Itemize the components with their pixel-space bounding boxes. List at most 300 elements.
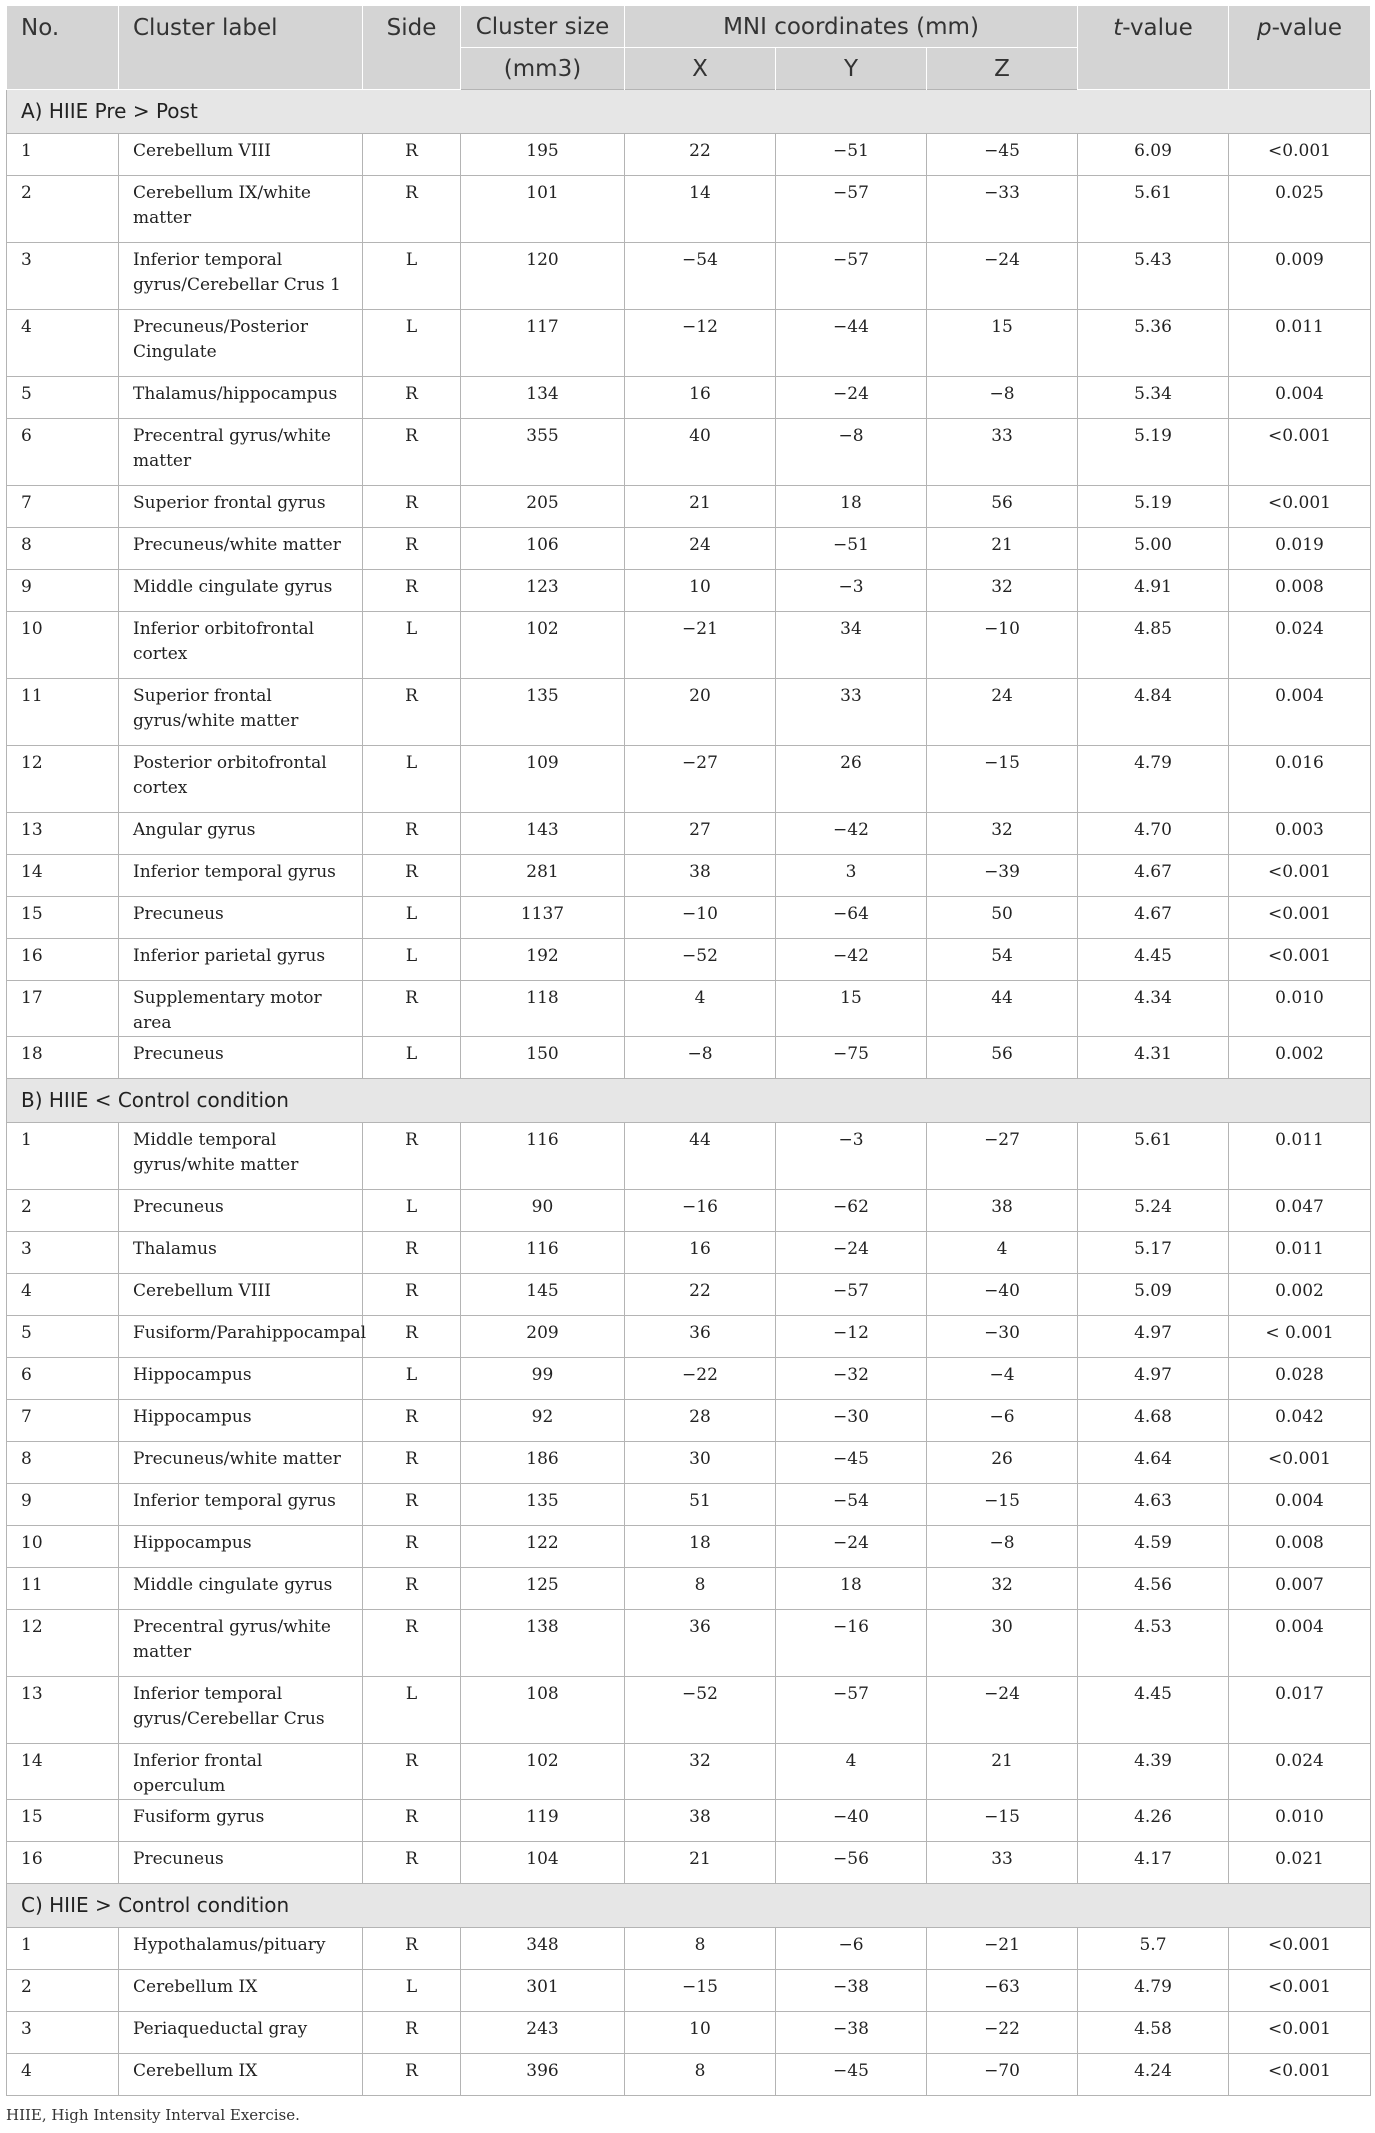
table-row xyxy=(7,2012,1371,2054)
cell-size: 122 xyxy=(461,1526,625,1568)
cell-t: 4.45 xyxy=(1078,1677,1229,1744)
cell-z: −70 xyxy=(927,2054,1078,2096)
cell-p: <0.001 xyxy=(1229,2012,1371,2054)
header-p-value xyxy=(1229,6,1371,90)
cell-t: 4.26 xyxy=(1078,1800,1229,1842)
section-title: C) HIIE > Control condition xyxy=(7,1884,1371,1928)
cell-p: 0.019 xyxy=(1229,528,1371,570)
cell-p: 0.042 xyxy=(1229,1400,1371,1442)
cell-y: 3 xyxy=(776,855,927,897)
header-cluster-label: Cluster label xyxy=(119,6,363,90)
table-row xyxy=(7,1232,1371,1274)
cell-y: −64 xyxy=(776,897,927,939)
cell-x: 36 xyxy=(625,1610,776,1677)
table-row xyxy=(7,176,1371,243)
cell-side: L xyxy=(363,1677,461,1744)
table-body xyxy=(7,90,1371,2096)
cell-t: 4.39 xyxy=(1078,1744,1229,1800)
cell-z: 32 xyxy=(927,570,1078,612)
cell-y: 18 xyxy=(776,1568,927,1610)
cell-size: 123 xyxy=(461,570,625,612)
cell-t: 4.85 xyxy=(1078,612,1229,679)
table-row xyxy=(7,813,1371,855)
table-row xyxy=(7,1400,1371,1442)
header-t-rest: -value xyxy=(1122,15,1193,41)
cell-p: 0.010 xyxy=(1229,981,1371,1037)
table-row xyxy=(7,1190,1371,1232)
table-row xyxy=(7,1358,1371,1400)
cell-label: Hippocampus xyxy=(119,1526,363,1568)
cell-x: 8 xyxy=(625,2054,776,2096)
table-row xyxy=(7,1970,1371,2012)
table-row xyxy=(7,486,1371,528)
cell-side: L xyxy=(363,746,461,813)
cell-no: 12 xyxy=(7,746,119,813)
header-no: No. xyxy=(7,6,119,90)
cell-x: 21 xyxy=(625,486,776,528)
cell-no: 3 xyxy=(7,243,119,310)
cell-side: R xyxy=(363,1442,461,1484)
section-header-row xyxy=(7,90,1371,134)
table-row xyxy=(7,1484,1371,1526)
cell-p: 0.017 xyxy=(1229,1677,1371,1744)
cell-t: 4.31 xyxy=(1078,1037,1229,1079)
header-p-italic: p xyxy=(1256,15,1272,41)
cell-x: −22 xyxy=(625,1358,776,1400)
cell-side: L xyxy=(363,1190,461,1232)
cell-size: 138 xyxy=(461,1610,625,1677)
cell-t: 4.59 xyxy=(1078,1526,1229,1568)
cell-size: 116 xyxy=(461,1232,625,1274)
cell-label: Inferior temporal gyrus/Cerebellar Crus 1 xyxy=(119,243,363,310)
cell-label: Inferior parietal gyrus xyxy=(119,939,363,981)
cell-x: −52 xyxy=(625,939,776,981)
cell-z: −15 xyxy=(927,1800,1078,1842)
cell-no: 1 xyxy=(7,1928,119,1970)
cell-z: 56 xyxy=(927,1037,1078,1079)
table-row xyxy=(7,1037,1371,1079)
cell-no: 1 xyxy=(7,1123,119,1190)
cell-z: −21 xyxy=(927,1928,1078,1970)
cell-y: −3 xyxy=(776,1123,927,1190)
cell-y: −51 xyxy=(776,528,927,570)
cell-y: −6 xyxy=(776,1928,927,1970)
cell-t: 5.00 xyxy=(1078,528,1229,570)
cell-label: Precuneus/Posterior Cingulate xyxy=(119,310,363,377)
cell-y: −8 xyxy=(776,419,927,486)
section-title: A) HIIE Pre > Post xyxy=(7,90,1371,134)
cell-side: R xyxy=(363,1928,461,1970)
table-row xyxy=(7,897,1371,939)
cell-size: 281 xyxy=(461,855,625,897)
header-t-value xyxy=(1078,6,1229,90)
table-row xyxy=(7,570,1371,612)
cell-size: 1137 xyxy=(461,897,625,939)
table-row xyxy=(7,1526,1371,1568)
cell-no: 10 xyxy=(7,612,119,679)
cell-no: 18 xyxy=(7,1037,119,1079)
cell-p: 0.011 xyxy=(1229,1123,1371,1190)
cell-z: −8 xyxy=(927,1526,1078,1568)
cell-p: 0.025 xyxy=(1229,176,1371,243)
cell-z: −24 xyxy=(927,243,1078,310)
cell-y: −42 xyxy=(776,813,927,855)
table-row xyxy=(7,855,1371,897)
cell-side: R xyxy=(363,419,461,486)
cell-x: 4 xyxy=(625,981,776,1037)
cell-label: Cerebellum IX/white matter xyxy=(119,176,363,243)
cell-z: −15 xyxy=(927,1484,1078,1526)
cell-z: −30 xyxy=(927,1316,1078,1358)
cell-z: 33 xyxy=(927,1842,1078,1884)
cell-z: −4 xyxy=(927,1358,1078,1400)
cell-x: 18 xyxy=(625,1526,776,1568)
cell-p: 0.024 xyxy=(1229,612,1371,679)
cell-y: −42 xyxy=(776,939,927,981)
cell-size: 119 xyxy=(461,1800,625,1842)
cell-size: 186 xyxy=(461,1442,625,1484)
cell-t: 4.34 xyxy=(1078,981,1229,1037)
cell-p: <0.001 xyxy=(1229,939,1371,981)
cell-p: 0.008 xyxy=(1229,570,1371,612)
table-row xyxy=(7,1800,1371,1842)
cell-y: −24 xyxy=(776,377,927,419)
cell-size: 301 xyxy=(461,1970,625,2012)
cell-no: 14 xyxy=(7,1744,119,1800)
cell-t: 5.19 xyxy=(1078,486,1229,528)
cell-size: 118 xyxy=(461,981,625,1037)
cell-t: 5.61 xyxy=(1078,176,1229,243)
cell-no: 15 xyxy=(7,1800,119,1842)
cell-size: 143 xyxy=(461,813,625,855)
table-row xyxy=(7,2054,1371,2096)
header-mni-coordinates: MNI coordinates (mm) xyxy=(625,6,1078,48)
cell-p: 0.004 xyxy=(1229,1610,1371,1677)
cell-label: Cerebellum VIII xyxy=(119,134,363,176)
cell-t: 5.34 xyxy=(1078,377,1229,419)
cell-p: <0.001 xyxy=(1229,486,1371,528)
cell-x: 24 xyxy=(625,528,776,570)
cell-side: L xyxy=(363,1970,461,2012)
table-row xyxy=(7,612,1371,679)
table-row xyxy=(7,419,1371,486)
cell-p: 0.003 xyxy=(1229,813,1371,855)
cell-label: Inferior orbitofrontal cortex xyxy=(119,612,363,679)
cell-x: 38 xyxy=(625,855,776,897)
cell-size: 104 xyxy=(461,1842,625,1884)
cell-p: 0.009 xyxy=(1229,243,1371,310)
cell-y: −44 xyxy=(776,310,927,377)
cell-z: 21 xyxy=(927,1744,1078,1800)
cell-label: Thalamus xyxy=(119,1232,363,1274)
table-row xyxy=(7,1316,1371,1358)
cell-no: 3 xyxy=(7,2012,119,2054)
cell-x: 8 xyxy=(625,1568,776,1610)
cell-x: 22 xyxy=(625,1274,776,1316)
cell-y: −57 xyxy=(776,176,927,243)
header-cluster-size-unit: (mm3) xyxy=(461,48,625,90)
table-row xyxy=(7,1677,1371,1744)
cell-side: R xyxy=(363,1484,461,1526)
cell-label: Precentral gyrus/white matter xyxy=(119,1610,363,1677)
cell-t: 4.56 xyxy=(1078,1568,1229,1610)
cell-t: 5.36 xyxy=(1078,310,1229,377)
cell-x: 30 xyxy=(625,1442,776,1484)
cell-t: 4.67 xyxy=(1078,855,1229,897)
cell-x: 20 xyxy=(625,679,776,746)
cell-size: 102 xyxy=(461,1744,625,1800)
cell-y: −57 xyxy=(776,1274,927,1316)
cell-label: Cerebellum IX xyxy=(119,2054,363,2096)
cell-label: Inferior frontal operculum xyxy=(119,1744,363,1800)
cell-no: 4 xyxy=(7,2054,119,2096)
cell-x: −12 xyxy=(625,310,776,377)
cell-t: 4.70 xyxy=(1078,813,1229,855)
cell-p: 0.004 xyxy=(1229,377,1371,419)
cell-z: −33 xyxy=(927,176,1078,243)
cell-no: 16 xyxy=(7,1842,119,1884)
cell-x: 21 xyxy=(625,1842,776,1884)
cell-side: L xyxy=(363,612,461,679)
cell-y: −32 xyxy=(776,1358,927,1400)
results-table-container xyxy=(6,6,1370,2124)
cell-size: 195 xyxy=(461,134,625,176)
cell-x: 40 xyxy=(625,419,776,486)
cell-label: Precuneus/white matter xyxy=(119,528,363,570)
cell-t: 5.7 xyxy=(1078,1928,1229,1970)
cell-side: R xyxy=(363,2054,461,2096)
cell-y: 34 xyxy=(776,612,927,679)
cell-side: R xyxy=(363,1400,461,1442)
cell-y: 4 xyxy=(776,1744,927,1800)
cell-side: R xyxy=(363,855,461,897)
cell-no: 7 xyxy=(7,486,119,528)
cell-no: 14 xyxy=(7,855,119,897)
cell-side: R xyxy=(363,1842,461,1884)
cell-p: < 0.001 xyxy=(1229,1316,1371,1358)
cell-z: 30 xyxy=(927,1610,1078,1677)
cell-no: 11 xyxy=(7,1568,119,1610)
cell-label: Angular gyrus xyxy=(119,813,363,855)
cell-p: <0.001 xyxy=(1229,1928,1371,1970)
cell-no: 8 xyxy=(7,1442,119,1484)
cell-no: 7 xyxy=(7,1400,119,1442)
cell-side: L xyxy=(363,310,461,377)
cell-x: −21 xyxy=(625,612,776,679)
cell-x: 16 xyxy=(625,377,776,419)
cell-t: 4.97 xyxy=(1078,1358,1229,1400)
cell-x: 38 xyxy=(625,1800,776,1842)
cell-size: 134 xyxy=(461,377,625,419)
table-row xyxy=(7,1928,1371,1970)
cell-side: R xyxy=(363,2012,461,2054)
cell-p: <0.001 xyxy=(1229,897,1371,939)
cell-t: 4.58 xyxy=(1078,2012,1229,2054)
cell-no: 12 xyxy=(7,1610,119,1677)
section-title: B) HIIE < Control condition xyxy=(7,1079,1371,1123)
table-row xyxy=(7,939,1371,981)
header-z: Z xyxy=(927,48,1078,90)
cell-x: 10 xyxy=(625,570,776,612)
cell-t: 4.84 xyxy=(1078,679,1229,746)
cell-size: 106 xyxy=(461,528,625,570)
cell-size: 135 xyxy=(461,1484,625,1526)
header-p-rest: -value xyxy=(1271,15,1343,41)
cell-p: <0.001 xyxy=(1229,2054,1371,2096)
cluster-results-table xyxy=(6,6,1371,2096)
cell-no: 6 xyxy=(7,419,119,486)
cell-z: −27 xyxy=(927,1123,1078,1190)
table-row xyxy=(7,1568,1371,1610)
cell-t: 4.68 xyxy=(1078,1400,1229,1442)
cell-side: R xyxy=(363,1568,461,1610)
cell-side: R xyxy=(363,176,461,243)
cell-z: −15 xyxy=(927,746,1078,813)
cell-z: −63 xyxy=(927,1970,1078,2012)
cell-side: R xyxy=(363,1744,461,1800)
cell-label: Middle cingulate gyrus xyxy=(119,1568,363,1610)
table-row xyxy=(7,528,1371,570)
cell-size: 396 xyxy=(461,2054,625,2096)
cell-no: 5 xyxy=(7,377,119,419)
cell-side: R xyxy=(363,377,461,419)
table-row xyxy=(7,1744,1371,1800)
cell-size: 205 xyxy=(461,486,625,528)
cell-p: 0.004 xyxy=(1229,1484,1371,1526)
cell-label: Precuneus xyxy=(119,1190,363,1232)
cell-size: 99 xyxy=(461,1358,625,1400)
cell-x: 8 xyxy=(625,1928,776,1970)
cell-size: 355 xyxy=(461,419,625,486)
table-row xyxy=(7,310,1371,377)
cell-x: −15 xyxy=(625,1970,776,2012)
cell-t: 4.97 xyxy=(1078,1316,1229,1358)
cell-no: 2 xyxy=(7,1970,119,2012)
cell-size: 125 xyxy=(461,1568,625,1610)
cell-no: 16 xyxy=(7,939,119,981)
cell-t: 4.45 xyxy=(1078,939,1229,981)
cell-y: 18 xyxy=(776,486,927,528)
cell-p: 0.011 xyxy=(1229,310,1371,377)
cell-label: Hippocampus xyxy=(119,1400,363,1442)
cell-side: R xyxy=(363,570,461,612)
cell-z: −6 xyxy=(927,1400,1078,1442)
cell-p: 0.024 xyxy=(1229,1744,1371,1800)
cell-size: 209 xyxy=(461,1316,625,1358)
cell-z: 32 xyxy=(927,1568,1078,1610)
table-row xyxy=(7,134,1371,176)
cell-y: 26 xyxy=(776,746,927,813)
cell-no: 6 xyxy=(7,1358,119,1400)
cell-p: 0.008 xyxy=(1229,1526,1371,1568)
cell-no: 2 xyxy=(7,176,119,243)
cell-x: −8 xyxy=(625,1037,776,1079)
cell-p: 0.021 xyxy=(1229,1842,1371,1884)
cell-label: Fusiform gyrus xyxy=(119,1800,363,1842)
cell-t: 4.24 xyxy=(1078,2054,1229,2096)
cell-x: 51 xyxy=(625,1484,776,1526)
cell-p: 0.047 xyxy=(1229,1190,1371,1232)
section-header-row xyxy=(7,1884,1371,1928)
cell-no: 4 xyxy=(7,310,119,377)
cell-side: R xyxy=(363,486,461,528)
cell-y: −40 xyxy=(776,1800,927,1842)
cell-y: −45 xyxy=(776,2054,927,2096)
cell-x: 27 xyxy=(625,813,776,855)
cell-z: 38 xyxy=(927,1190,1078,1232)
cell-p: <0.001 xyxy=(1229,419,1371,486)
cell-x: 22 xyxy=(625,134,776,176)
cell-x: −54 xyxy=(625,243,776,310)
cell-t: 5.61 xyxy=(1078,1123,1229,1190)
cell-size: 348 xyxy=(461,1928,625,1970)
cell-t: 4.63 xyxy=(1078,1484,1229,1526)
cell-label: Superior frontal gyrus/white matter xyxy=(119,679,363,746)
cell-side: R xyxy=(363,1316,461,1358)
cell-x: 14 xyxy=(625,176,776,243)
header-x: X xyxy=(625,48,776,90)
cell-side: L xyxy=(363,939,461,981)
cell-size: 145 xyxy=(461,1274,625,1316)
cell-p: 0.004 xyxy=(1229,679,1371,746)
cell-x: 16 xyxy=(625,1232,776,1274)
cell-size: 192 xyxy=(461,939,625,981)
cell-z: 15 xyxy=(927,310,1078,377)
cell-size: 101 xyxy=(461,176,625,243)
cell-x: −16 xyxy=(625,1190,776,1232)
cell-label: Inferior temporal gyrus xyxy=(119,1484,363,1526)
cell-label: Posterior orbitofrontal cortex xyxy=(119,746,363,813)
cell-z: −8 xyxy=(927,377,1078,419)
cell-size: 243 xyxy=(461,2012,625,2054)
cell-x: 36 xyxy=(625,1316,776,1358)
cell-t: 4.64 xyxy=(1078,1442,1229,1484)
cell-p: 0.007 xyxy=(1229,1568,1371,1610)
cell-p: 0.016 xyxy=(1229,746,1371,813)
cell-p: 0.011 xyxy=(1229,1232,1371,1274)
cell-size: 135 xyxy=(461,679,625,746)
cell-z: 54 xyxy=(927,939,1078,981)
cell-y: −62 xyxy=(776,1190,927,1232)
cell-size: 108 xyxy=(461,1677,625,1744)
cell-p: <0.001 xyxy=(1229,855,1371,897)
cell-z: −22 xyxy=(927,2012,1078,2054)
cell-y: −3 xyxy=(776,570,927,612)
cell-y: 15 xyxy=(776,981,927,1037)
cell-size: 90 xyxy=(461,1190,625,1232)
cell-x: 28 xyxy=(625,1400,776,1442)
cell-z: 32 xyxy=(927,813,1078,855)
cell-no: 9 xyxy=(7,570,119,612)
cell-y: 33 xyxy=(776,679,927,746)
cell-side: R xyxy=(363,1800,461,1842)
cell-side: L xyxy=(363,243,461,310)
cell-label: Hypothalamus/pituary xyxy=(119,1928,363,1970)
cell-no: 9 xyxy=(7,1484,119,1526)
cell-side: R xyxy=(363,1232,461,1274)
cell-size: 102 xyxy=(461,612,625,679)
cell-z: 26 xyxy=(927,1442,1078,1484)
header-cluster-size: Cluster size xyxy=(461,6,625,48)
cell-y: −24 xyxy=(776,1526,927,1568)
cell-no: 1 xyxy=(7,134,119,176)
cell-no: 2 xyxy=(7,1190,119,1232)
cell-t: 5.43 xyxy=(1078,243,1229,310)
cell-z: −10 xyxy=(927,612,1078,679)
cell-label: Precuneus xyxy=(119,1037,363,1079)
cell-z: −39 xyxy=(927,855,1078,897)
cell-y: −75 xyxy=(776,1037,927,1079)
